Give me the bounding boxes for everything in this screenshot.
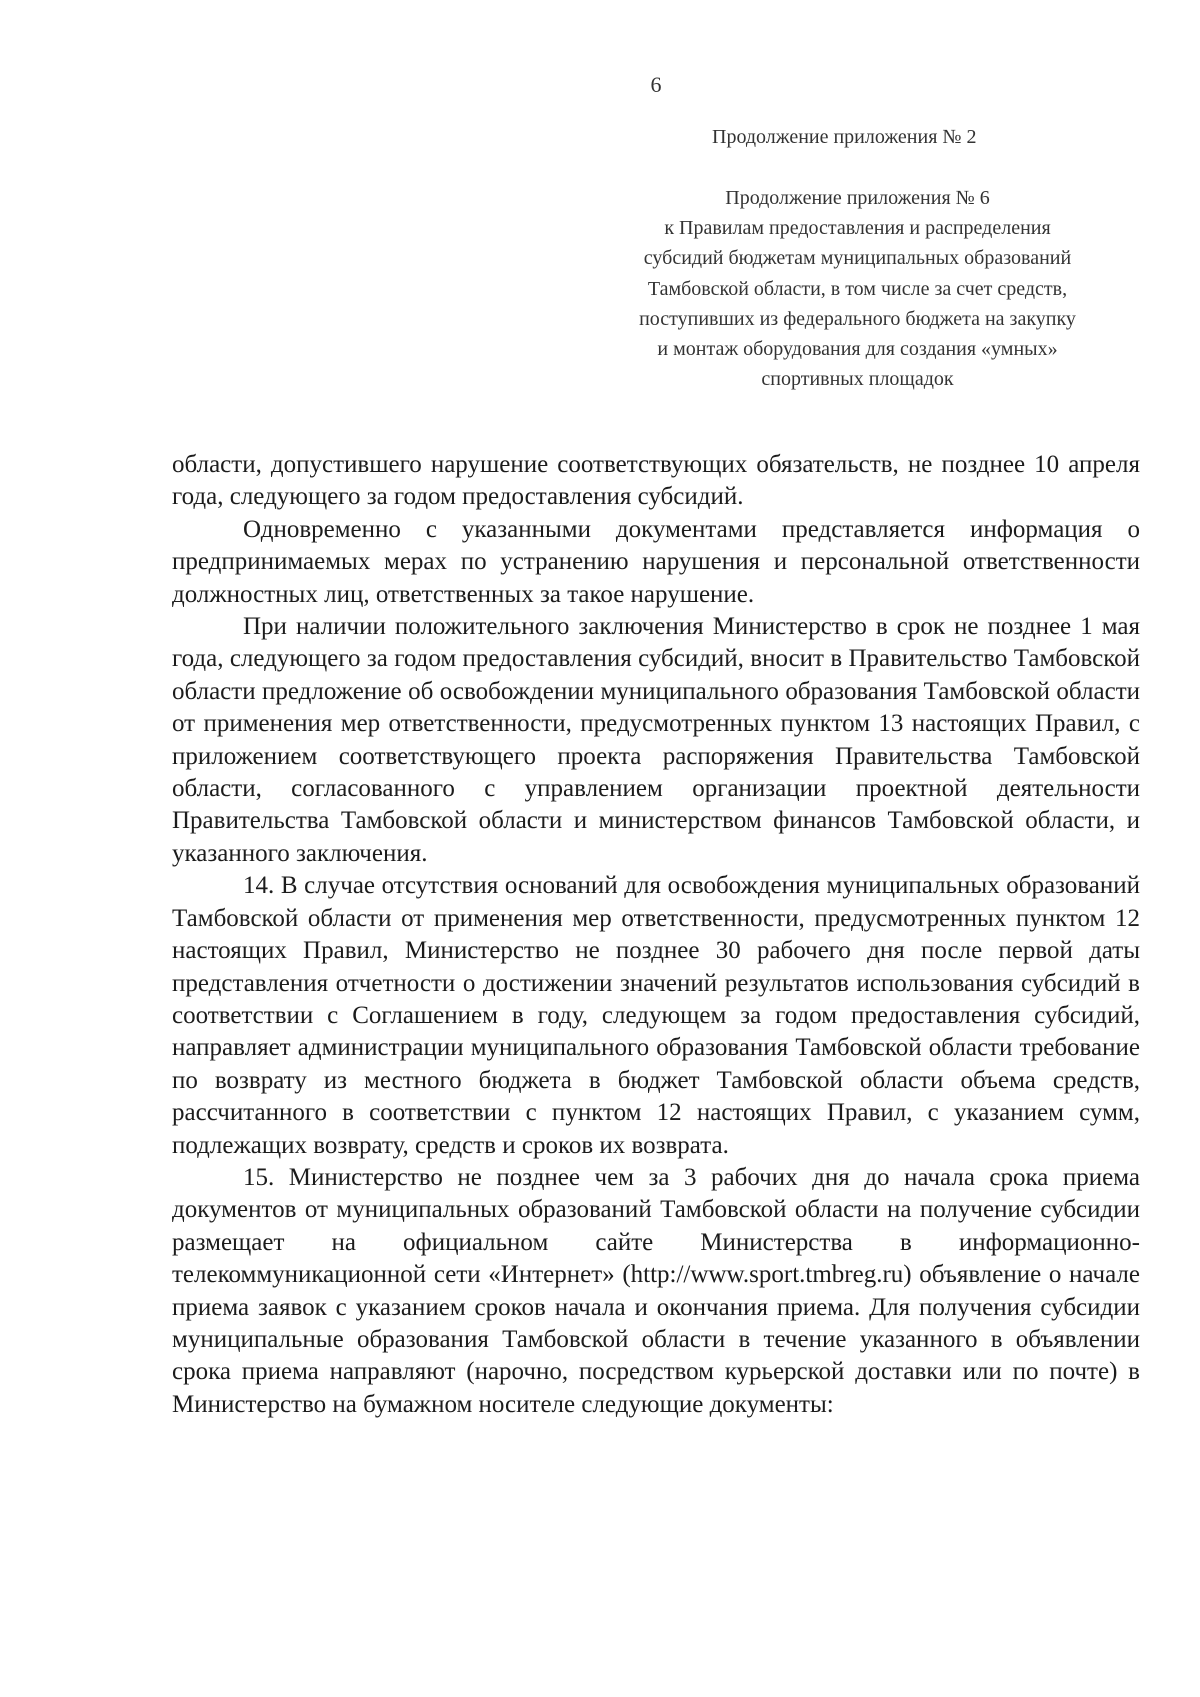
paragraph-simultaneous-info: Одновременно с указанными документами представляется информация о предпринимаемых мерах по устранению нарушения и персональной ответственности должностных лиц, ответственных за такое нарушение. bbox=[172, 515, 1140, 608]
appendix-6-line: и монтаж оборудования для создания «умных» bbox=[657, 338, 1058, 361]
paragraph-continued: области, допустившего нарушение соответствующих обязательств, не позднее 10 апреля года, следующего за годом предоставления субсидий. bbox=[172, 451, 1140, 511]
paragraph-item-15: 15. Министерство не позднее чем за 3 рабочих дня до начала срока приема документов от муниципальных образований Тамбовской области на получение субсидии размещает на официальном сайте Министерства в информационно-телекоммуникационной сети «Интернет» (http://www.sport.tmbreg.ru) объявление о начале приема заявок с указанием сроков начала и окончания приема. Для получения субсидии муниципальные образования Тамбовской области в течение указанного в объявлении срока приема направляют (нарочно, посредством курьерской доставки или по почте) в Министерство на бумажном носителе следующие документы: bbox=[172, 1163, 1140, 1418]
page-number: 6 bbox=[650, 72, 662, 97]
appendix-6-line: Тамбовской области, в том числе за счет средств, bbox=[647, 277, 1068, 300]
appendix-6-continuation-block bbox=[600, 183, 1115, 394]
appendix-6-line: спортивных площадок bbox=[761, 368, 954, 391]
paragraph-positive-conclusion: При наличии положительного заключения Министерство в срок не позднее 1 мая года, следующего за годом предоставления субсидий, вносит в Правительство Тамбовской области предложение об освобождении муниципального образования Тамбовской области от применения мер ответственности, предусмотренных пунктом 13 настоящих Правил, с приложением соответствующего проекта распоряжения Правительства Тамбовской области, согласованного с управлением организации проектной деятельности Правительства Тамбовской области и министерством финансов Тамбовской области, и указанного заключения. bbox=[172, 613, 1140, 867]
appendix-2-continuation-label: Продолжение приложения № 2 bbox=[712, 126, 977, 148]
appendix-6-line: к Правилам предоставления и распределения bbox=[664, 217, 1051, 240]
paragraph-item-14: 14. В случае отсутствия оснований для освобождения муниципальных образований Тамбовской области от применения мер ответственности, предусмотренных пунктом 12 настоящих Правил, Министерство не позднее 30 рабочего дня после первой даты представления отчетности о достижении значений результатов использования субсидий в соответствии с Соглашением в году, следующем за годом предоставления субсидий, направляет администрации муниципального образования Тамбовской области требование по возврату из местного бюджета в бюджет Тамбовской области объема средств, рассчитанного в соответствии с пунктом 12 настоящих Правил, с указанием сумм, подлежащих возврату, средств и сроков их возврата. bbox=[172, 872, 1140, 1159]
appendix-6-line: Продолжение приложения № 6 bbox=[725, 187, 990, 209]
appendix-6-line: поступивших из федерального бюджета на закупку bbox=[639, 307, 1076, 330]
appendix-6-line: субсидий бюджетам муниципальных образований bbox=[643, 247, 1072, 270]
document-body bbox=[172, 449, 1140, 1421]
